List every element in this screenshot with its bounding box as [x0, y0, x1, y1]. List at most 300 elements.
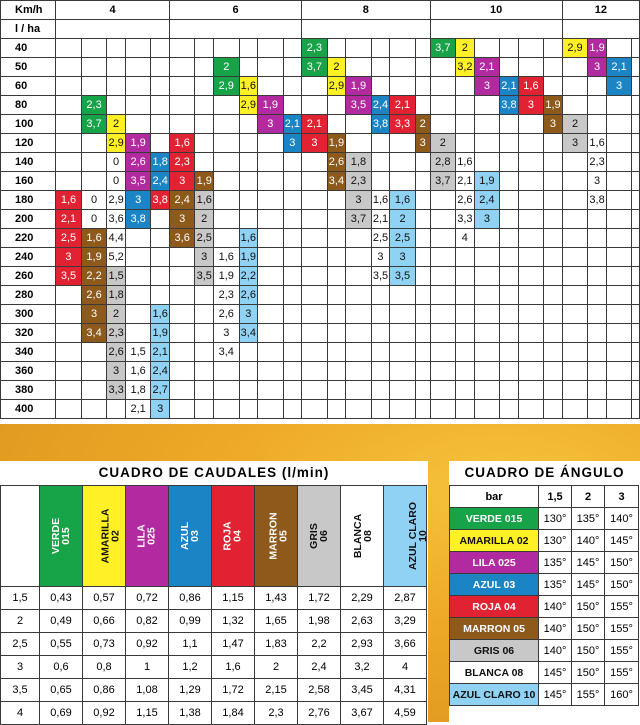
nozzle-cell — [195, 305, 213, 324]
nozzle-cell: 1,8 — [107, 286, 125, 305]
nozzle-cell — [302, 362, 328, 381]
nozzle-cell — [430, 286, 456, 305]
nozzle-header — [298, 486, 341, 587]
nozzle-cell — [195, 96, 213, 115]
nozzle-cell — [81, 400, 107, 419]
nozzle-cell: 2,3 — [588, 153, 606, 172]
nozzle-cell — [169, 305, 195, 324]
nozzle-cell — [302, 210, 328, 229]
nozzle-cell — [125, 77, 151, 96]
nozzle-cell: 3 — [474, 77, 500, 96]
nozzle-cell: 1,9 — [258, 96, 284, 115]
nozzle-cell — [327, 191, 345, 210]
nozzle-cell: 3 — [390, 248, 416, 267]
nozzle-cell — [562, 77, 588, 96]
angle-row — [450, 662, 639, 684]
angle-value: 140° — [539, 596, 572, 618]
flow-value: 2,29 — [341, 587, 384, 610]
angle-value: 140° — [539, 618, 572, 640]
nozzle-cell — [544, 191, 562, 210]
nozzle-cell — [169, 324, 195, 343]
nozzle-cell — [632, 153, 640, 172]
nozzle-cell: 2,6 — [81, 286, 107, 305]
nozzle-cell: 3,7 — [302, 58, 328, 77]
nozzle-header-line: AZUL — [179, 521, 191, 550]
nozzle-cell: 2,3 — [213, 286, 239, 305]
nozzle-cell — [474, 286, 500, 305]
nozzle-cell — [371, 58, 389, 77]
nozzle-cell: 3,5 — [371, 267, 389, 286]
nozzle-cell — [632, 115, 640, 134]
nozzle-cell — [606, 343, 632, 362]
nozzle-cell — [81, 39, 107, 58]
nozzle-header-line: 02 — [109, 529, 122, 542]
nozzle-cell — [518, 381, 544, 400]
nozzle-cell — [56, 305, 82, 324]
nozzle-cell — [500, 134, 518, 153]
nozzle-cell — [474, 324, 500, 343]
nozzle-cell — [125, 115, 151, 134]
nozzle-cell — [562, 362, 588, 381]
nozzle-cell — [169, 39, 195, 58]
nozzle-cell — [588, 286, 606, 305]
nozzle-cell — [125, 267, 151, 286]
nozzle-cell — [346, 39, 372, 58]
speed-header-row — [1, 1, 640, 20]
nozzle-cell — [213, 400, 239, 419]
flow-value: 0,55 — [40, 633, 83, 656]
flow-value: 0,65 — [40, 679, 83, 702]
nozzle-cell — [588, 115, 606, 134]
nozzle-cell — [415, 172, 430, 191]
nozzle-cell — [151, 210, 169, 229]
rate-label: 200 — [1, 210, 56, 229]
rate-row — [1, 58, 640, 77]
nozzle-cell: 2,1 — [151, 343, 169, 362]
nozzle-cell: 3,8 — [151, 191, 169, 210]
nozzle-cell: 1,9 — [125, 134, 151, 153]
flow-value: 4,59 — [384, 702, 427, 725]
nozzle-cell — [327, 229, 345, 248]
nozzle-cell: 3,4 — [239, 324, 257, 343]
nozzle-cell — [430, 248, 456, 267]
angle-header-cell: bar — [450, 486, 539, 508]
nozzle-cell — [56, 324, 82, 343]
nozzle-cell — [327, 324, 345, 343]
nozzle-cell — [606, 286, 632, 305]
nozzle-cell: 2 — [456, 39, 474, 58]
nozzle-cell — [258, 191, 284, 210]
rate-label: 180 — [1, 191, 56, 210]
flow-value: 1 — [126, 656, 169, 679]
nozzle-cell — [562, 381, 588, 400]
rate-row — [1, 248, 640, 267]
nozzle-cell — [456, 324, 474, 343]
flow-rate-table — [0, 485, 430, 725]
nozzle-cell — [632, 39, 640, 58]
nozzle-cell — [283, 58, 301, 77]
nozzle-cell: 2,9 — [107, 191, 125, 210]
angle-row — [450, 530, 639, 552]
nozzle-cell — [195, 286, 213, 305]
nozzle-cell — [258, 400, 284, 419]
angle-nozzle-name: AZUL CLARO 10 — [450, 684, 539, 706]
flow-value: 0,66 — [83, 610, 126, 633]
nozzle-cell: 3,7 — [430, 172, 456, 191]
flow-value: 1,84 — [212, 702, 255, 725]
flow-value: 2,87 — [384, 587, 427, 610]
nozzle-cell — [327, 362, 345, 381]
nozzle-cell — [474, 39, 500, 58]
nozzle-cell — [518, 39, 544, 58]
angle-value: 135° — [572, 508, 605, 530]
nozzle-cell — [456, 400, 474, 419]
nozzle-cell — [346, 305, 372, 324]
speed-header-cell: 4 — [56, 1, 170, 20]
nozzle-cell — [606, 96, 632, 115]
rate-label: 300 — [1, 305, 56, 324]
nozzle-cell: 2,1 — [500, 77, 518, 96]
nozzle-cell: 3,8 — [371, 115, 389, 134]
nozzle-cell — [500, 210, 518, 229]
nozzle-cell — [632, 58, 640, 77]
nozzle-cell — [562, 96, 588, 115]
nozzle-cell: 1,9 — [588, 39, 606, 58]
angle-header-cell: 3 — [605, 486, 639, 508]
nozzle-cell — [151, 248, 169, 267]
rate-header-label: l / ha — [1, 20, 56, 39]
nozzle-cell: 3 — [169, 210, 195, 229]
nozzle-cell — [283, 210, 301, 229]
nozzle-cell — [390, 58, 416, 77]
nozzle-cell — [213, 191, 239, 210]
nozzle-cell — [456, 134, 474, 153]
nozzle-cell: 2,4 — [151, 362, 169, 381]
nozzle-cell — [302, 153, 328, 172]
flow-value: 0,73 — [83, 633, 126, 656]
angle-title: CUADRO DE ÁNGULO — [464, 465, 625, 480]
nozzle-cell — [346, 115, 372, 134]
rate-label: 320 — [1, 324, 56, 343]
nozzle-cell: 3 — [346, 191, 372, 210]
nozzle-cell — [390, 39, 416, 58]
nozzle-cell: 1,9 — [81, 248, 107, 267]
nozzle-cell — [518, 286, 544, 305]
nozzle-cell: 2,4 — [169, 191, 195, 210]
nozzle-cell — [415, 362, 430, 381]
nozzle-cell — [371, 77, 389, 96]
nozzle-cell: 3 — [213, 324, 239, 343]
nozzle-cell: 0 — [107, 153, 125, 172]
nozzle-cell: 3,3 — [107, 381, 125, 400]
nozzle-header-text — [223, 521, 243, 550]
nozzle-cell — [56, 96, 82, 115]
nozzle-cell — [125, 58, 151, 77]
nozzle-cell — [346, 362, 372, 381]
nozzle-cell: 3,4 — [213, 343, 239, 362]
nozzle-cell — [346, 324, 372, 343]
nozzle-cell — [474, 248, 500, 267]
angle-row — [450, 552, 639, 574]
nozzle-cell: 3,8 — [500, 96, 518, 115]
angle-value: 160° — [605, 684, 639, 706]
nozzle-header-line: MARRON — [267, 511, 280, 560]
nozzle-header-line: 025 — [145, 526, 158, 545]
nozzle-header-line: GRIS — [307, 522, 320, 549]
nozzle-cell: 1,6 — [151, 305, 169, 324]
nozzle-cell — [327, 286, 345, 305]
rate-label: 280 — [1, 286, 56, 305]
nozzle-cell: 3 — [302, 134, 328, 153]
nozzle-header — [40, 486, 83, 587]
nozzle-cell — [213, 39, 239, 58]
nozzle-cell — [81, 153, 107, 172]
flow-value: 1,15 — [126, 702, 169, 725]
angle-nozzle-name: AMARILLA 02 — [450, 530, 539, 552]
nozzle-cell — [632, 381, 640, 400]
nozzle-cell: 2,9 — [213, 77, 239, 96]
nozzle-cell — [213, 172, 239, 191]
flow-value: 3,66 — [384, 633, 427, 656]
nozzle-cell — [239, 381, 257, 400]
nozzle-cell — [544, 305, 562, 324]
angle-value: 140° — [572, 530, 605, 552]
flow-value: 2,4 — [298, 656, 341, 679]
nozzle-cell — [500, 362, 518, 381]
angle-nozzle-name: MARRON 05 — [450, 618, 539, 640]
nozzle-header-line: AMARILLA — [99, 508, 112, 563]
nozzle-cell: 1,6 — [518, 77, 544, 96]
nozzle-cell — [371, 305, 389, 324]
nozzle-cell — [544, 58, 562, 77]
nozzle-cell — [151, 96, 169, 115]
nozzle-cell — [632, 229, 640, 248]
nozzle-cell — [474, 96, 500, 115]
rate-row — [1, 267, 640, 286]
nozzle-cell — [500, 39, 518, 58]
nozzle-cell: 2 — [562, 115, 588, 134]
nozzle-cell — [430, 229, 456, 248]
flow-value: 1,2 — [169, 656, 212, 679]
nozzle-cell — [415, 191, 430, 210]
nozzle-cell: 3 — [125, 191, 151, 210]
nozzle-cell — [258, 153, 284, 172]
angle-header-cell: 1,5 — [539, 486, 572, 508]
flow-value: 0,82 — [126, 610, 169, 633]
angle-value: 145° — [572, 574, 605, 596]
nozzle-cell: 3 — [474, 210, 500, 229]
nozzle-header-line: 015 — [60, 526, 72, 545]
rate-label: 50 — [1, 58, 56, 77]
nozzle-cell — [283, 96, 301, 115]
nozzle-cell: 2,9 — [327, 77, 345, 96]
nozzle-cell — [606, 248, 632, 267]
rate-row — [1, 286, 640, 305]
nozzle-cell: 3 — [588, 58, 606, 77]
nozzle-cell: 4 — [456, 229, 474, 248]
nozzle-cell — [125, 324, 151, 343]
nozzle-cell — [283, 39, 301, 58]
flow-row — [1, 702, 427, 725]
nozzle-cell — [474, 400, 500, 419]
flow-value: 2,63 — [341, 610, 384, 633]
nozzle-cell — [239, 115, 257, 134]
nozzle-header-line: 10 — [417, 529, 430, 542]
nozzle-cell: 3,3 — [390, 115, 416, 134]
nozzle-cell: 2,2 — [81, 267, 107, 286]
nozzle-cell — [371, 39, 389, 58]
angle-value: 140° — [539, 640, 572, 662]
flow-header-row — [1, 486, 427, 587]
nozzle-cell — [544, 362, 562, 381]
nozzle-cell — [371, 153, 389, 172]
nozzle-cell — [258, 343, 284, 362]
nozzle-cell: 1,9 — [544, 96, 562, 115]
angle-value: 145° — [572, 552, 605, 574]
angle-value: 135° — [539, 574, 572, 596]
nozzle-cell — [415, 324, 430, 343]
nozzle-cell — [588, 267, 606, 286]
speed-header-cell: 6 — [169, 1, 301, 20]
nozzle-cell — [562, 400, 588, 419]
nozzle-cell — [518, 191, 544, 210]
rate-row — [1, 191, 640, 210]
nozzle-cell — [632, 248, 640, 267]
nozzle-cell — [195, 400, 213, 419]
nozzle-cell — [562, 248, 588, 267]
nozzle-cell — [258, 267, 284, 286]
nozzle-cell: 3,7 — [430, 39, 456, 58]
flow-value: 0,92 — [83, 702, 126, 725]
nozzle-cell — [195, 58, 213, 77]
nozzle-cell — [430, 343, 456, 362]
nozzle-cell — [518, 172, 544, 191]
nozzle-cell: 2,3 — [169, 153, 195, 172]
nozzle-cell — [327, 400, 345, 419]
rate-row — [1, 39, 640, 58]
nozzle-header-line: ROJA — [222, 520, 234, 551]
nozzle-cell — [430, 400, 456, 419]
nozzle-cell — [258, 77, 284, 96]
nozzle-cell — [258, 324, 284, 343]
flow-value: 1,38 — [169, 702, 212, 725]
nozzle-cell — [606, 153, 632, 172]
nozzle-header-line: 08 — [362, 529, 375, 542]
nozzle-cell — [606, 362, 632, 381]
nozzle-cell — [169, 343, 195, 362]
nozzle-cell — [258, 210, 284, 229]
flow-value: 2,76 — [298, 702, 341, 725]
nozzle-cell — [302, 343, 328, 362]
nozzle-cell — [302, 286, 328, 305]
nozzle-cell — [283, 324, 301, 343]
rate-row — [1, 229, 640, 248]
nozzle-cell — [474, 381, 500, 400]
angle-nozzle-name: AZUL 03 — [450, 574, 539, 596]
nozzle-cell — [56, 77, 82, 96]
angle-row — [450, 574, 639, 596]
nozzle-cell: 2 — [415, 115, 430, 134]
nozzle-header — [212, 486, 255, 587]
angle-value: 150° — [572, 618, 605, 640]
nozzle-cell — [632, 134, 640, 153]
angle-value: 150° — [572, 662, 605, 684]
angle-value: 155° — [605, 618, 639, 640]
angle-value: 155° — [605, 662, 639, 684]
nozzle-cell — [151, 58, 169, 77]
nozzle-cell — [430, 305, 456, 324]
nozzle-cell — [390, 134, 416, 153]
nozzle-cell — [302, 96, 328, 115]
nozzle-cell — [81, 77, 107, 96]
speed-group-cell — [302, 20, 430, 39]
nozzle-cell: 2,1 — [390, 96, 416, 115]
nozzle-cell — [169, 362, 195, 381]
nozzle-cell: 2,7 — [151, 381, 169, 400]
nozzle-cell: 3,5 — [195, 267, 213, 286]
flow-row — [1, 610, 427, 633]
nozzle-cell — [302, 191, 328, 210]
nozzle-cell — [588, 305, 606, 324]
nozzle-cell — [169, 248, 195, 267]
rate-row — [1, 153, 640, 172]
nozzle-cell — [430, 362, 456, 381]
nozzle-cell — [390, 77, 416, 96]
rate-label: 400 — [1, 400, 56, 419]
nozzle-cell — [390, 286, 416, 305]
nozzle-cell — [327, 210, 345, 229]
flow-value: 0,86 — [169, 587, 212, 610]
nozzle-cell: 2,1 — [302, 115, 328, 134]
rate-row — [1, 96, 640, 115]
nozzle-cell — [474, 267, 500, 286]
nozzle-cell: 2,6 — [125, 153, 151, 172]
nozzle-cell — [518, 324, 544, 343]
angle-nozzle-name: VERDE 015 — [450, 508, 539, 530]
nozzle-header-line: VERDE — [50, 517, 62, 554]
nozzle-cell — [195, 77, 213, 96]
nozzle-cell — [56, 400, 82, 419]
nozzle-cell — [283, 153, 301, 172]
nozzle-cell — [415, 286, 430, 305]
nozzle-header — [384, 486, 430, 587]
nozzle-cell — [474, 362, 500, 381]
nozzle-cell — [430, 267, 456, 286]
rate-row — [1, 77, 640, 96]
angle-value: 130° — [539, 508, 572, 530]
nozzle-cell: 3,4 — [81, 324, 107, 343]
nozzle-cell: 3,8 — [588, 191, 606, 210]
angle-value: 155° — [605, 640, 639, 662]
nozzle-cell: 2,1 — [474, 58, 500, 77]
rate-label: 100 — [1, 115, 56, 134]
nozzle-header — [169, 486, 212, 587]
nozzle-cell — [606, 115, 632, 134]
nozzle-cell: 2,6 — [213, 305, 239, 324]
rate-row — [1, 381, 640, 400]
flow-value: 1,83 — [255, 633, 298, 656]
flow-value: 1,47 — [212, 633, 255, 656]
nozzle-header-text — [408, 501, 428, 569]
nozzle-cell — [474, 134, 500, 153]
flow-value: 1,6 — [212, 656, 255, 679]
nozzle-cell — [56, 286, 82, 305]
nozzle-cell: 2,9 — [562, 39, 588, 58]
nozzle-cell: 3,5 — [125, 172, 151, 191]
nozzle-cell — [283, 267, 301, 286]
nozzle-cell — [346, 381, 372, 400]
rate-label: 140 — [1, 153, 56, 172]
